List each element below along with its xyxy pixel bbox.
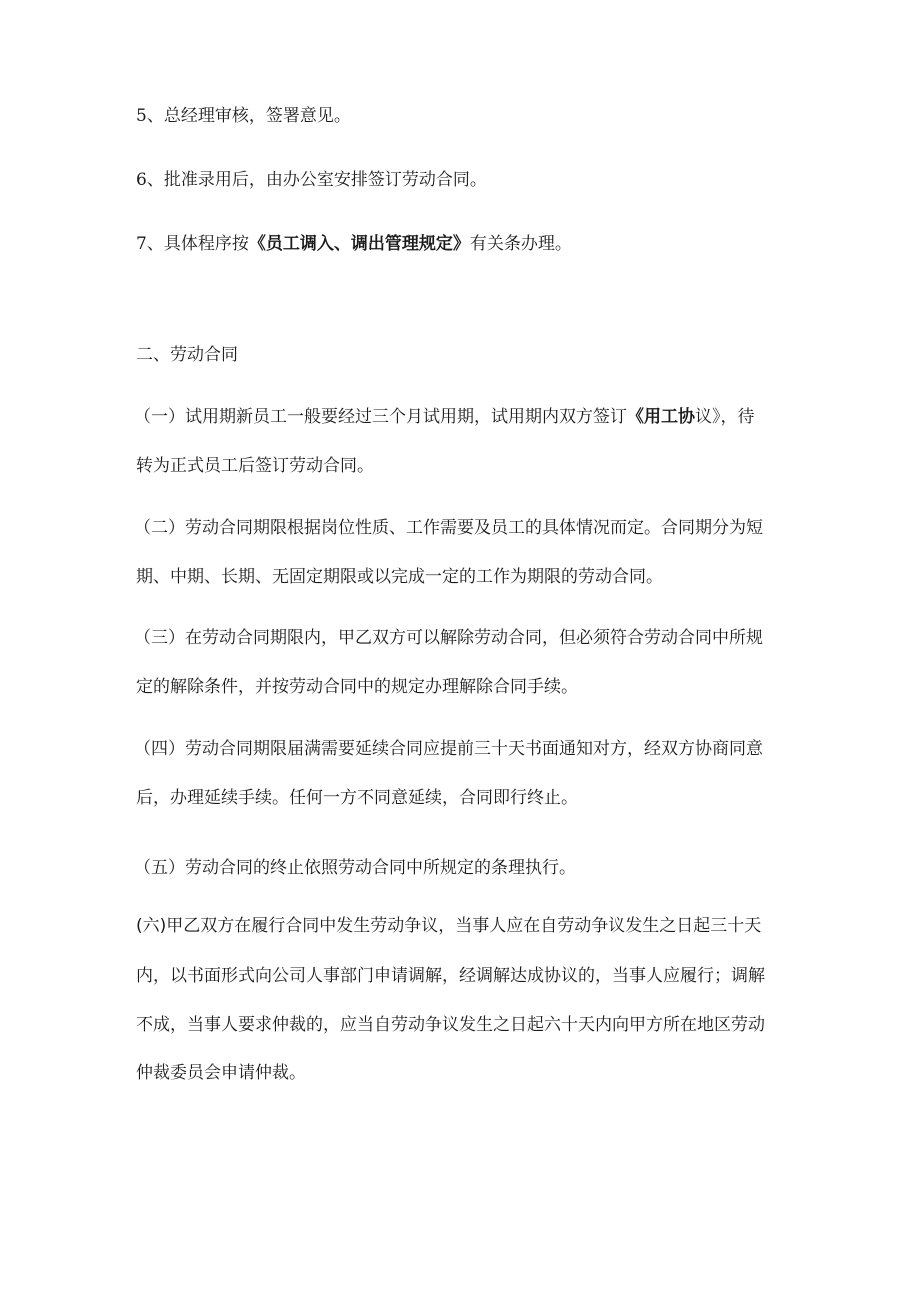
list-item-text: 、总经理审核，签署意见。 [146,106,351,126]
clause-4-line-2: 后，办理延续手续。任何一方不同意延续，合同即行终止。 [136,788,578,808]
clause-text: （一）试用期新员工一般要经过三个月试用期，试用期内双方签订 [134,407,627,427]
list-item-text-tail: 有关条办理。 [469,234,572,254]
clause-5-line-1: （五）劳动合同的终止依照劳动合同中所规定的条理执行。 [134,858,576,878]
clause-text-tail: 议》，待 [695,407,755,427]
list-item-5 [136,104,776,128]
list-item-text: 、批准录用后，由办公室安排签订劳动合同。 [146,170,487,190]
list-item-7 [136,232,776,256]
list-item-6 [136,168,776,192]
list-item-number: 5 [136,106,147,126]
clause-1-line-2: 转为正式员工后签订劳动合同。 [136,456,374,476]
clause-6-line-1: (六)甲乙双方在履行合同中发生劳动争议，当事人应在自劳动争议发生之日起三十天 [136,916,762,936]
clause-3-line-1: （三）在劳动合同期限内，甲乙双方可以解除劳动合同，但必须符合劳动合同中所规 [134,628,763,648]
agreement-title: 《用工协 [627,407,695,427]
clause-2-line-1: （二）劳动合同期限根据岗位性质、工作需要及员工的具体情况而定。合同期分为短 [134,518,763,538]
regulation-title: 《员工调入、调出管理规定》 [248,234,470,254]
list-item-number: 7 [136,234,147,254]
clause-6-line-3: 不成，当事人要求仲裁的，应当自劳动争议发生之日起六十天内向甲方所在地区劳动 [136,1015,765,1035]
list-item-text: 、具体程序按 [146,234,249,254]
clause-6-line-4: 仲裁委员会申请仲裁。 [136,1063,306,1083]
clause-3-line-2: 定的解除条件，并按劳动合同中的规定办理解除合同手续。 [136,677,578,697]
clause-2-line-2: 期、中期、长期、无固定期限或以完成一定的工作为期限的劳动合同。 [136,567,663,587]
section-heading: 二、劳动合同 [136,345,238,365]
clause-1-line-1 [134,405,774,429]
clause-4-line-1: （四）劳动合同期限届满需要延续合同应提前三十天书面通知对方，经双方协商同意 [134,739,763,759]
clause-6-line-2: 内，以书面形式向公司人事部门申请调解，经调解达成协议的，当事人应履行；调解 [136,966,765,986]
list-item-number: 6 [136,170,147,190]
